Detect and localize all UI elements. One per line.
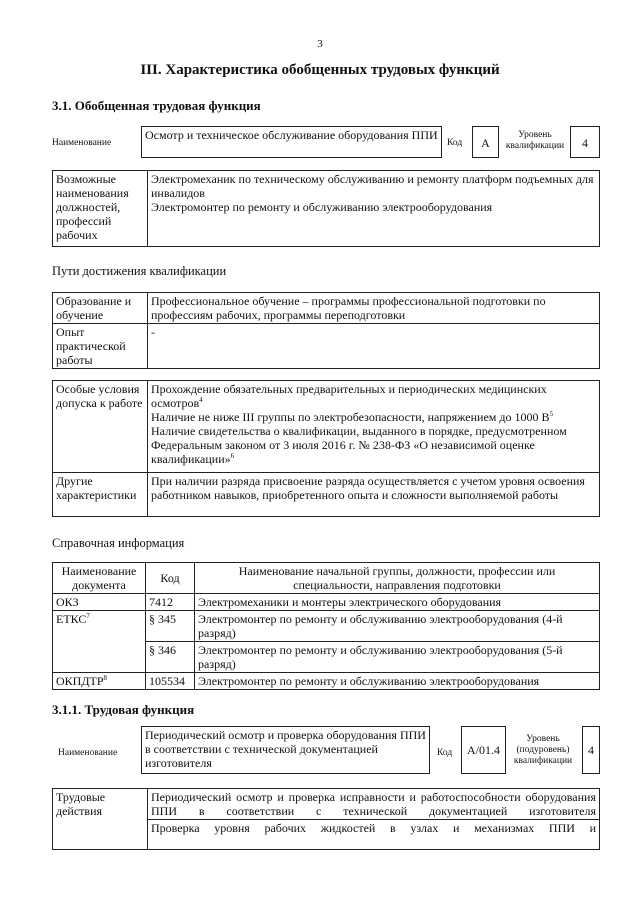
actions-table [52,788,600,850]
actions-label: Трудовые действия [53,789,148,850]
section-title: III. Характеристика обобщенных трудовых функций [140,62,500,78]
experience-value: - [148,324,600,369]
tf-name-label: Наименование [58,748,118,758]
ref-okpdtr-name: Электромонтер по ремонту и обслуживанию электрооборудования [195,673,600,690]
gtf-code-value: A [472,126,499,158]
ref-etks-code: § 345 [146,611,195,642]
gtf-name-value: Осмотр и техническое обслуживание оборудования ППИ [141,126,442,158]
ref-header-name: Наименование начальной группы, должности, профессии или специальности, направления подготовки [195,563,600,594]
tf-level-label: Уровень (подуровень) квалификации [513,734,573,766]
ref-okz-code: 7412 [146,594,195,611]
ref-okz-doc: ОКЗ [53,594,146,611]
ref-etks-code: § 346 [146,642,195,673]
gtf-name-label: Наименование [52,138,112,148]
ref-etks-name: Электромонтер по ремонту и обслуживанию электрооборудования (4-й разряд) [195,611,600,642]
condition-item: Наличие свидетельства о квалификации, выданного в порядке, предусмотренном Федеральным законом от 3 июля 2016 г. № 238-ФЗ «О независимой оценке квалификации»$^6$ [151,424,567,466]
experience-label: Опыт практической работы [53,324,148,369]
condition-item: Прохождение обязательных предварительных и периодических медицинских осмотров$^4$ [151,382,547,410]
ref-etks-doc: ЕТКС$^7$ [53,611,146,673]
education-table [52,292,600,369]
conditions-list [148,381,600,473]
other-value: При наличии разряда присвоение разряда осуществляется с учетом уровня освоения работником навыков, приобретенного опыта и сложности выполняемой работы [148,473,600,517]
ref-header-doc: Наименование документа [53,563,146,594]
action-item: Проверка уровня рабочих жидкостей в узлах и механизмах ППИ и [148,820,600,850]
positions-list [148,171,600,247]
education-label: Образование и обучение [53,293,148,324]
gtf-level-label: Уровень квалификации [505,130,565,151]
other-label: Другие характеристики [53,473,148,517]
gtf-level-value: 4 [570,126,600,158]
ref-etks-name: Электромонтер по ремонту и обслуживанию электрооборудования (5-й разряд) [195,642,600,673]
conditions-label: Особые условия допуска к работе [53,381,148,473]
gtf-heading: 3.1. Обобщенная трудовая функция [52,98,261,113]
tf-code-label: Код [437,748,453,758]
condition-item: Наличие не ниже III группы по электробезопасности, напряжением до 1000 $В^5$ [151,410,553,424]
conditions-table [52,380,600,517]
education-value: Профессиональное обучение – программы профессиональной подготовки по профессиям рабочих, программы переподготовки [148,293,600,324]
action-item: Периодический осмотр и проверка исправности и работоспособности оборудования ППИ в соответствии с технической документацией изготовителя [148,789,600,820]
page-number: 3 [317,38,323,50]
reference-heading: Справочная информация [52,536,185,550]
paths-heading: Пути достижения квалификации [52,264,227,278]
position-item: Электромонтер по ремонту и обслуживанию электрооборудования [151,200,493,214]
gtf-code-label: Код [447,138,463,148]
tf-heading: 3.1.1. Трудовая функция [52,702,195,717]
ref-okpdtr-doc: ОКПДТР$^8$ [53,673,146,690]
ref-header-code: Код [146,563,195,594]
reference-table [52,562,600,690]
positions-table [52,170,600,247]
position-item: Электромеханик по техническому обслуживанию и ремонту платформ подъемных для инвалидов [151,172,594,200]
ref-okpdtr-code: 105534 [146,673,195,690]
ref-okz-name: Электромеханики и монтеры электрического оборудования [195,594,600,611]
tf-name-value: Периодический осмотр и проверка оборудования ППИ в соответствии с технической документацией изготовителя [141,726,430,774]
tf-code-value: A/01.4 [461,726,506,774]
tf-level-value: 4 [582,726,600,774]
positions-label: Возможные наименования должностей, профессий рабочих [53,171,148,247]
